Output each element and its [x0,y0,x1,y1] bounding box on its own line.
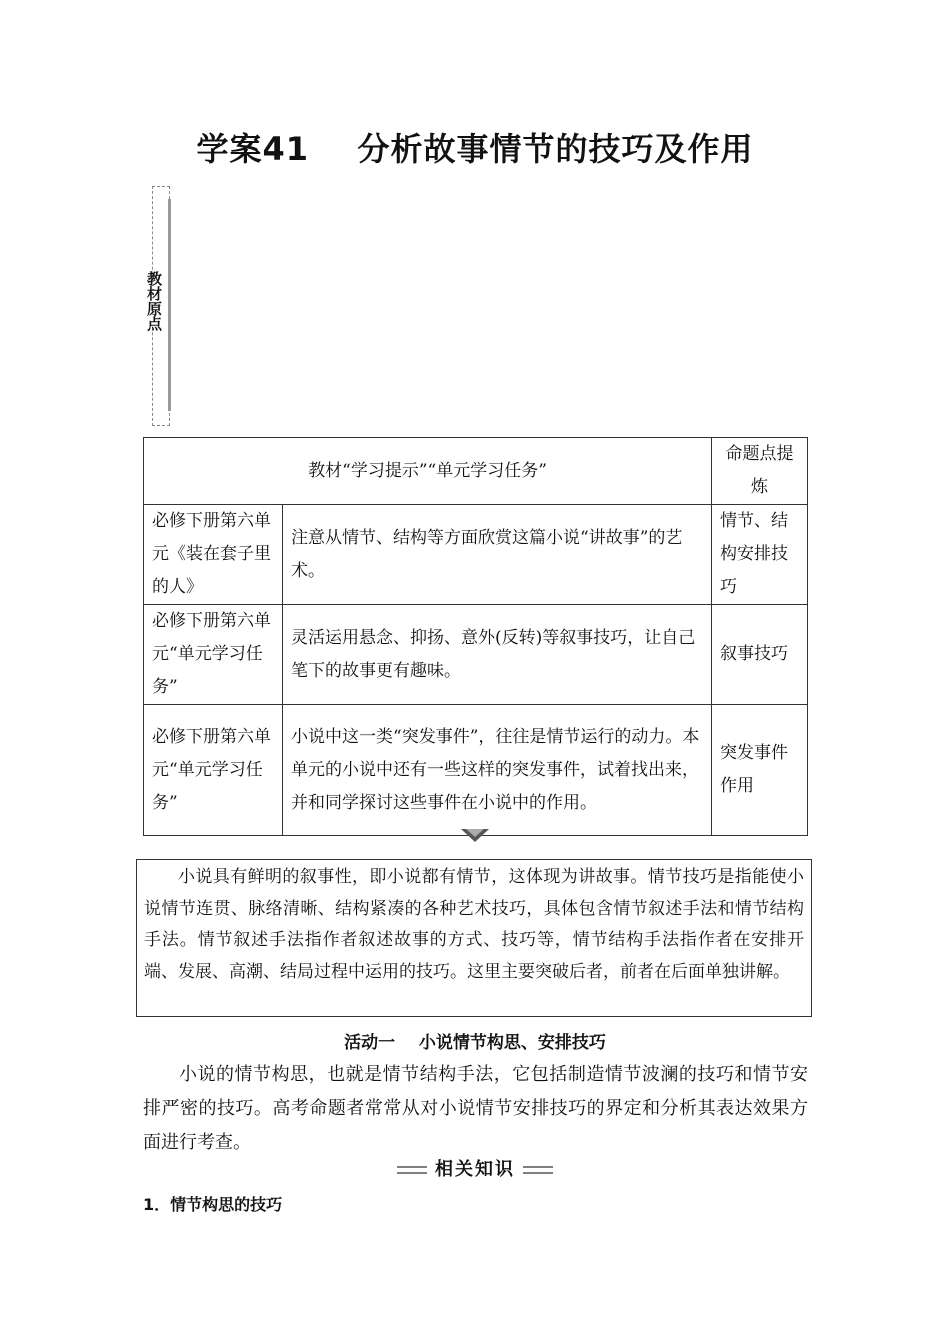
table-cell-point: 叙事技巧 [712,605,808,705]
table-cell-content: 灵活运用悬念、抑扬、意外(反转)等叙事技巧，让自己笔下的故事更有趣味。 [283,605,712,705]
page-title: 学案41 分析故事情节的技巧及作用 [196,130,754,168]
table-cell-point: 情节、结构安排技巧 [712,505,808,605]
activity-paragraph: 小说的情节构思，也就是情节结构手法，它包括制造情节波澜的技巧和情节安排严密的技巧。高考命题者常常从对小说情节安排技巧的界定和分析其表达效果方面进行考查。 [143,1064,808,1153]
table-cell-content: 小说中这一类“突发事件”，往往是情节运行的动力。本单元的小说中还有一些这样的突发事件，试着找出来，并和同学探讨这些事件在小说中的作用。 [283,705,712,836]
side-tag [145,186,170,426]
chevron-down-icon [461,829,489,843]
table-header-row [144,438,808,505]
section-label [0,1155,950,1181]
table-cell-source: 必修下册第六单元“单元学习任务” [144,605,283,705]
section-label-text: 相关知识 [435,1159,515,1180]
double-rule-left-icon [397,1163,427,1177]
table-row [144,705,808,836]
side-tag-bar [168,199,171,411]
table-header-point: 命题点提炼 [712,438,808,505]
subheading: 1．情节构思的技巧 [143,1195,283,1214]
table-row [144,605,808,705]
intro-box: 小说具有鲜明的叙事性，即小说都有情节，这体现为讲故事。情节技巧是指能使小说情节连贯、脉络清晰、结构紧凑的各种艺术技巧，具体包含情节叙述手法和情节结构手法。情节叙述手法指作者叙述故事的方式、技巧等，情节结构手法指作者在安排开端、发展、高潮、结局过程中运用的技巧。这里主要突破后者，前者在后面单独讲解。 [136,859,812,1017]
table-cell-source: 必修下册第六单元“单元学习任务” [144,705,283,836]
table-row [144,505,808,605]
double-rule-right-icon [523,1163,553,1177]
activity-heading: 活动一 小说情节构思、安排技巧 [344,1033,606,1053]
table-cell-point: 突发事件作用 [712,705,808,836]
textbook-table [143,437,808,836]
table-cell-content: 注意从情节、结构等方面欣赏这篇小说“讲故事”的艺术。 [283,505,712,605]
side-tag-label: 教材原点 [145,271,163,331]
table-cell-source: 必修下册第六单元《装在套子里的人》 [144,505,283,605]
table-header-source: 教材“学习提示”“单元学习任务” [144,438,712,505]
